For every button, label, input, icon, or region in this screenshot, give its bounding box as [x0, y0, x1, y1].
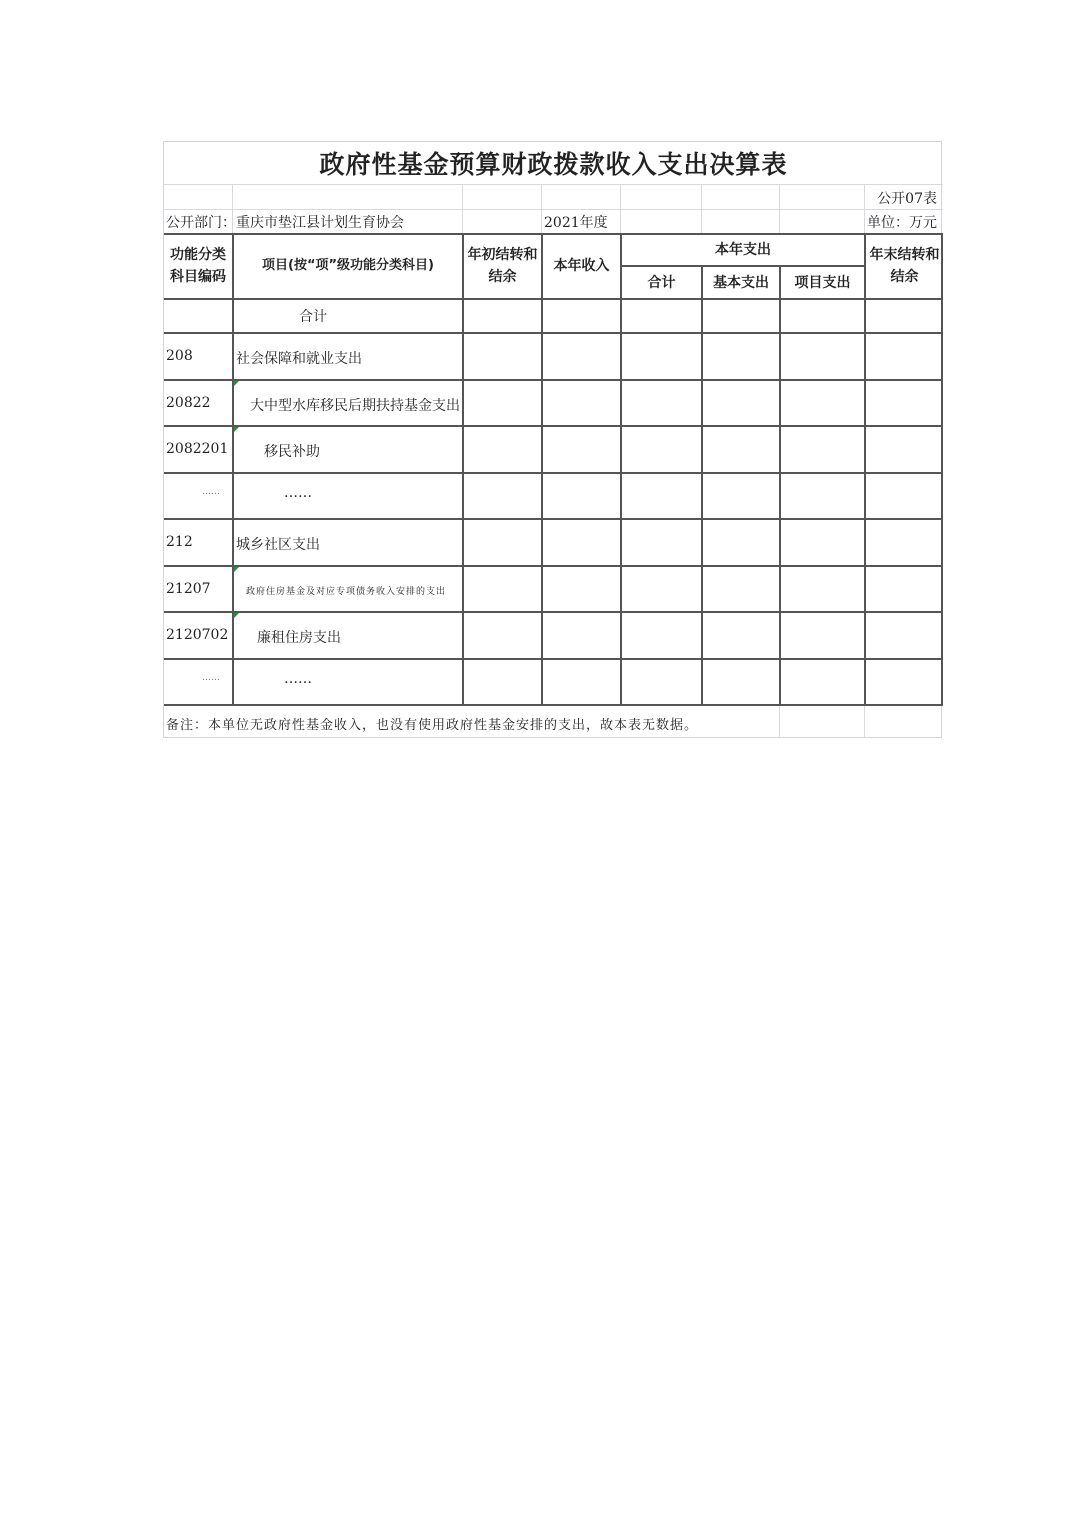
row-name: 移民补助	[264, 444, 320, 460]
grid-line	[701, 184, 702, 234]
row-code: 21207	[166, 581, 211, 597]
table-border	[164, 518, 943, 520]
header-end-balance-line2: 结余	[890, 269, 919, 285]
fiscal-year: 2021年度	[544, 215, 608, 231]
header-income: 本年收入	[553, 258, 610, 274]
row-name: 政府住房基金及对应专项债务收入安排的支出	[246, 587, 447, 597]
grid-line	[864, 705, 865, 738]
table-border	[701, 265, 703, 704]
table-border	[164, 379, 943, 381]
table-border	[164, 298, 943, 300]
grid-line	[779, 184, 780, 234]
row-code: 20822	[166, 395, 211, 411]
unit-label: 单位：万元	[867, 215, 937, 231]
table-border	[232, 332, 234, 704]
table-border	[621, 265, 865, 267]
department-label: 公开部门：重庆市垫江县计划生育协会	[166, 215, 404, 231]
table-border	[164, 658, 943, 660]
row-code: 2082201	[166, 441, 229, 457]
row-name: 社会保障和就业支出	[236, 351, 362, 367]
row-name: 城乡社区支出	[236, 537, 320, 553]
table-border	[164, 704, 943, 706]
cell-marker	[234, 567, 239, 572]
row-name: ……	[284, 485, 312, 501]
table-border	[462, 233, 464, 704]
header-end-balance-line1: 年末结转和	[869, 247, 940, 263]
header-begin-balance-line2: 结余	[488, 269, 517, 285]
header-code-line1: 功能分类	[170, 247, 226, 263]
header-item: 项目(按“项”级功能分类科目)	[262, 258, 434, 273]
table-border	[164, 472, 943, 474]
table-border	[164, 233, 943, 235]
grid-line	[462, 184, 463, 234]
table-border	[164, 332, 943, 334]
row-code: 208	[166, 348, 193, 364]
table-border	[620, 233, 622, 704]
budget-table-sheet	[163, 141, 942, 738]
grid-line	[164, 209, 943, 210]
row-code: 2120702	[166, 627, 229, 643]
table-border	[164, 425, 943, 427]
row-code: ……	[202, 487, 220, 497]
grid-line	[864, 184, 865, 234]
grid-line	[541, 184, 542, 234]
page-title: 政府性基金预算财政拨款收入支出决算表	[319, 150, 788, 179]
header-code-line2: 科目编码	[170, 269, 226, 285]
row-code: 212	[166, 534, 193, 550]
footnote: 备注：本单位无政府性基金收入，也没有使用政府性基金安排的支出，故本表无数据。	[166, 718, 699, 733]
grid-line	[620, 184, 621, 234]
total-row-label: 合计	[299, 309, 327, 325]
table-border	[941, 233, 943, 704]
header-expense: 本年支出	[715, 242, 771, 258]
table-border	[164, 611, 943, 613]
header-expense-project: 项目支出	[794, 275, 851, 291]
cell-marker	[234, 381, 239, 386]
table-border	[541, 233, 543, 704]
grid-line	[779, 705, 780, 738]
table-border	[779, 265, 781, 704]
header-expense-total: 合计	[647, 275, 676, 291]
header-expense-basic: 基本支出	[713, 275, 769, 291]
header-begin-balance-line1: 年初结转和	[467, 247, 538, 263]
row-name: 大中型水库移民后期扶持基金支出	[250, 398, 460, 414]
row-name: 廉租住房支出	[257, 630, 341, 646]
row-code: ……	[202, 673, 220, 683]
form-number: 公开07表	[877, 191, 937, 207]
row-name: ……	[284, 671, 312, 687]
cell-marker	[234, 613, 239, 618]
table-border	[164, 565, 943, 567]
table-border	[864, 233, 866, 704]
cell-marker	[234, 427, 239, 432]
